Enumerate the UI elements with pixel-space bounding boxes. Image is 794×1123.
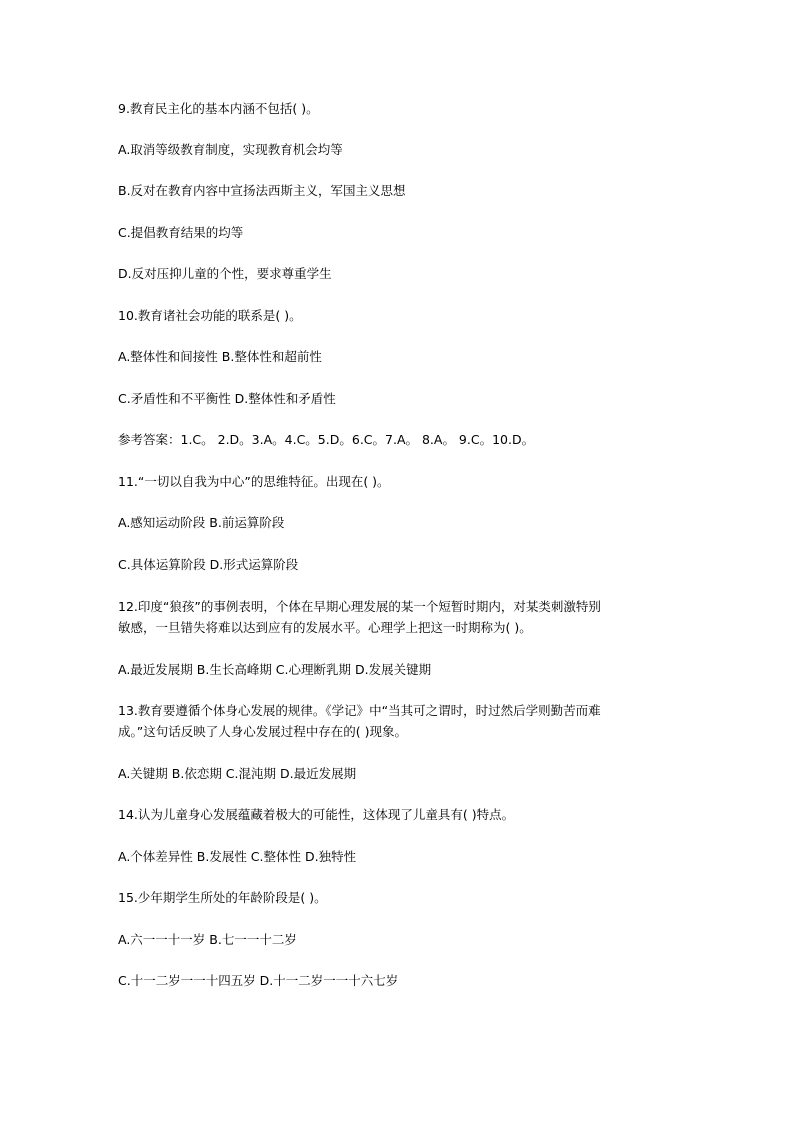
question-15-stem: 15.少年期学生所处的年龄阶段是( )。 — [118, 890, 327, 905]
question-11-options-cd: C.具体运算阶段 D.形式运算阶段 — [118, 557, 299, 572]
question-9-option-c: C.提倡教育结果的均等 — [118, 225, 244, 240]
question-15-options-cd: C.十一二岁一一十四五岁 D.十一二岁一一十六七岁 — [118, 973, 399, 988]
question-10-options-ab: A.整体性和间接性 B.整体性和超前性 — [118, 349, 322, 364]
question-13-options: A.关键期 B.依恋期 C.混沌期 D.最近发展期 — [118, 766, 357, 781]
question-15-options-ab: A.六一一十一岁 B.七一一十二岁 — [118, 932, 297, 947]
question-10-options-cd: C.矛盾性和不平衡性 D.整体性和矛盾性 — [118, 391, 336, 406]
question-13-stem-line1: 13.教育要遵循个体身心发展的规律。《学记》中“当其可之谓时，时过然后学则勤苦而难 — [118, 703, 601, 718]
question-9-stem: 9.教育民主化的基本内涵不包括( )。 — [118, 101, 319, 116]
answer-key: 参考答案：1.C。 2.D。3.A。4.C。5.D。6.C。7.A。 8.A。 9.C。10.D。 — [118, 432, 535, 447]
question-11-stem: 11.“一切以自我为中心”的思维特征。出现在( )。 — [118, 474, 390, 489]
question-12-stem-line2: 敏感，一旦错失将难以达到应有的发展水平。心理学上把这一时期称为( )。 — [118, 620, 532, 635]
question-14-options: A.个体差异性 B.发展性 C.整体性 D.独特性 — [118, 849, 357, 864]
question-14-stem: 14.认为儿童身心发展蕴藏着极大的可能性，这体现了儿童具有( )特点。 — [118, 807, 515, 822]
question-9-option-b: B.反对在教育内容中宣扬法西斯主义，军国主义思想 — [118, 183, 406, 198]
question-9-option-a: A.取消等级教育制度，实现教育机会均等 — [118, 142, 343, 157]
question-13-stem-line2: 成。”这句话反映了人身心发展过程中存在的( )现象。 — [118, 724, 407, 739]
question-9-option-d: D.反对压抑儿童的个性，要求尊重学生 — [118, 266, 332, 281]
question-11-options-ab: A.感知运动阶段 B.前运算阶段 — [118, 515, 285, 530]
question-12-options: A.最近发展期 B.生长高峰期 C.心理断乳期 D.发展关键期 — [118, 662, 432, 677]
question-12-stem-line1: 12.印度“狼孩”的事例表明，个体在早期心理发展的某一个短暂时期内，对某类刺激特别 — [118, 599, 601, 614]
question-10-stem: 10.教育诸社会功能的联系是( )。 — [118, 308, 302, 323]
